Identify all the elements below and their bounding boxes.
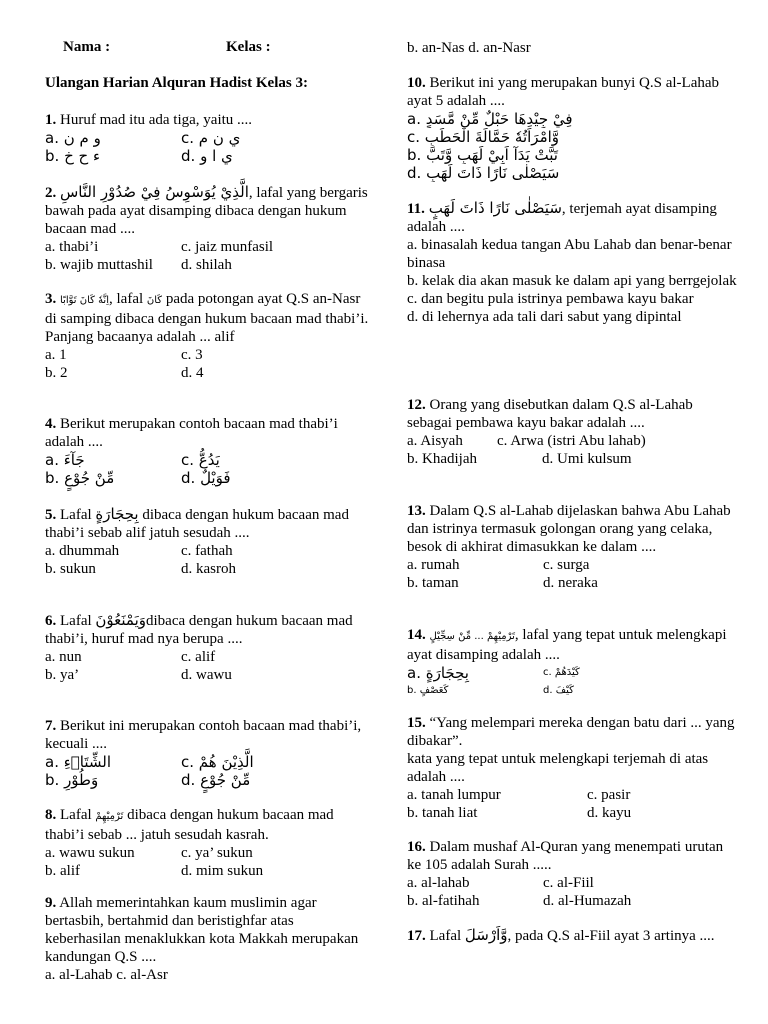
option-d[interactable]: d. shilah [181, 257, 232, 273]
question-13 [407, 502, 737, 592]
option-d[interactable]: d. di lehernya ada tali dari sabut yang dipintal [407, 309, 682, 325]
option-c[interactable]: c. كَيْدَهُمْ [543, 667, 580, 678]
option-b[interactable]: b. تَبَّتْ يَدَآ اَبِيْ لَهَبٍ وَّتَبَّ [407, 146, 558, 164]
nama-label: Nama : [63, 39, 111, 55]
option-a[interactable]: a. binasalah kedua tangan Abu Lahab dan benar-benar binasa [407, 237, 732, 271]
option-a[interactable]: a. بِحِجَارَةٍ [407, 664, 469, 682]
question-options [45, 451, 370, 487]
option-a[interactable]: a. nun [45, 649, 82, 665]
question-17 [407, 926, 737, 945]
option-b[interactable]: b. kelak dia akan masuk ke dalam api yang berrgejolak [407, 273, 737, 289]
option-a[interactable]: a. thabi’i [45, 239, 99, 255]
question-stem: 9. Allah memerintahkan kaum muslimin agar bertasbih, bertahmid dan beristighfar atas keberhasilan menaklukkan kota Makkah merupakan kandungan Q.S .... [45, 895, 359, 965]
question-stem: 3. اِنَّهٗ كَانَ تَوَّابًا, lafal كَانَ pada potongan ayat Q.S an-Nasr di samping dibaca dengan hukum bacaan mad thabi’i. Panjang bacaanya adalah ... alif [45, 291, 369, 345]
question-options [407, 664, 737, 700]
option-c[interactable]: c. 3 [181, 347, 203, 363]
option-b[interactable]: b. wajib muttashil [45, 257, 153, 273]
worksheet-title: Ulangan Harian Alquran Hadist Kelas 3: [45, 75, 308, 91]
kelas-label: Kelas : [226, 39, 271, 55]
arabic-verse: الَّذِيْ يُوَسْوِسُ فِيْ صُدُوْرِ النَّاسِ [60, 183, 249, 201]
option-a[interactable]: a. و م ن [45, 129, 101, 147]
arabic-word: وَيَمْنَعُوْنَ [95, 611, 147, 629]
arabic-word: تَرْمِيْهِمْ [95, 811, 124, 822]
option-a[interactable]: a. فِيْ جِيْدِهَا حَبْلٌ مِّنْ مَّسَدٍ [407, 110, 573, 128]
question-9 [45, 894, 370, 984]
question-options [407, 874, 737, 910]
option-d[interactable]: d. neraka [543, 575, 598, 591]
arabic-word: وَّاَرْسَلَ [464, 926, 508, 944]
question-options [407, 786, 737, 822]
option-c[interactable]: c. الَّذِيْنَ هُمْ [181, 753, 254, 771]
option-c[interactable]: c. ya’ sukun [181, 845, 253, 861]
question-8 [45, 806, 370, 880]
question-6 [45, 611, 370, 684]
option-c[interactable]: c. يَدُعُّ [181, 451, 220, 469]
question-options [45, 648, 370, 684]
option-b[interactable]: b. taman [407, 575, 459, 591]
option-b-d[interactable]: b. an-Nas d. an-Nasr [407, 40, 531, 56]
question-stem: 13. Dalam Q.S al-Lahab dijelaskan bahwa Abu Lahab dan istrinya termasuk golongan orang yang celaka, besok di akhirat dimasukkan ke dalam .... [407, 503, 731, 555]
option-d[interactable]: d. mim sukun [181, 863, 264, 879]
question-11 [407, 199, 737, 326]
option-d[interactable]: d. فَوَيْلٌ [181, 469, 231, 487]
question-16 [407, 838, 737, 910]
option-a[interactable]: a. dhummah [45, 543, 120, 559]
question-stem: 2. الَّذِيْ يُوَسْوِسُ فِيْ صُدُوْرِ النَّاسِ, lafal yang bergaris bawah pada ayat disamping dibaca dengan hukum bacaan mad .... [45, 183, 368, 237]
question-stem: 17. Lafal وَّاَرْسَلَ, pada Q.S al-Fiil ayat 3 artinya .... [407, 926, 715, 944]
question-stem: 16. Dalam mushaf Al-Quran yang menempati urutan ke 105 adalah Surah ..... [407, 839, 724, 873]
option-c[interactable]: c. dan begitu pula istrinya pembawa kayu bakar [407, 291, 694, 307]
question-9-continued [407, 39, 737, 57]
option-a[interactable]: a. جَآءَ [45, 451, 85, 469]
question-options [45, 753, 370, 789]
option-d[interactable]: d. كَيْفَ [543, 685, 574, 696]
option-a[interactable]: a. الشِّتَاۤءِ [45, 753, 112, 771]
option-a[interactable]: a. rumah [407, 557, 460, 573]
option-c[interactable]: c. alif [181, 649, 216, 665]
question-1 [45, 111, 370, 165]
option-d[interactable]: d. kayu [587, 805, 632, 821]
option-b[interactable]: b. كَعَصْفٍ [407, 685, 449, 696]
option-a[interactable]: a. 1 [45, 347, 67, 363]
option-b[interactable]: b. tanah liat [407, 805, 478, 821]
question-stem: 10. Berikut ini yang merupakan bunyi Q.S al-Lahab ayat 5 adalah .... [407, 75, 720, 109]
option-b[interactable]: b. al-fatihah [407, 893, 480, 909]
option-d[interactable]: d. Umi kulsum [542, 451, 632, 467]
question-7 [45, 717, 370, 789]
question-2 [45, 183, 370, 274]
question-stem: 6. Lafal وَيَمْنَعُوْنَdibaca dengan hukum bacaan mad thabi’i, huruf mad nya berupa .... [45, 611, 353, 647]
option-c[interactable]: c. Arwa (istri Abu lahab) [497, 433, 646, 449]
question-15 [407, 714, 737, 822]
question-options [45, 238, 370, 274]
option-d[interactable]: d. مِّنْ جُوْعٍ [181, 771, 251, 789]
option-a-c[interactable]: a. al-Lahab c. al-Asr [45, 967, 168, 983]
option-c[interactable]: c. surga [543, 557, 590, 573]
option-d[interactable]: d. al-Humazah [543, 893, 632, 909]
question-stem: 12. Orang yang disebutkan dalam Q.S al-Lahab sebagai pembawa kayu bakar adalah .... [407, 397, 693, 431]
option-b[interactable]: b. ya’ [45, 667, 80, 683]
question-stem: 7. Berikut ini merupakan contoh bacaan mad thabi’i, kecuali .... [45, 718, 362, 752]
arabic-verse: تَرْمِيْهِمْ ... مِّنْ سِجِّيْلٍ [429, 631, 515, 642]
question-options [407, 556, 737, 592]
option-d[interactable]: d. ي ا و [181, 147, 233, 165]
question-5 [45, 505, 370, 578]
option-b[interactable]: b. 2 [45, 365, 68, 381]
option-c[interactable]: c. jaiz munfasil [181, 239, 274, 255]
question-stem: 5. Lafal بِحِجَارَةٍ dibaca dengan hukum bacaan mad thabi’i sebab alif jatuh sesudah .... [45, 505, 349, 541]
option-c[interactable]: c. al-Fiil [543, 875, 594, 891]
question-stem: 8. Lafal تَرْمِيْهِمْ dibaca dengan hukum bacaan mad thabi’i sebab ... jatuh sesudah kasrah. [45, 807, 334, 843]
option-c[interactable]: c. ي ن م [181, 129, 241, 147]
question-3 [45, 290, 370, 382]
option-b[interactable]: b. ء ح خ [45, 147, 101, 165]
question-options [45, 542, 370, 578]
arabic-verse: سَيَصْلٰى نَارًا ذَاتَ لَهَبٍ [428, 199, 562, 217]
question-4 [45, 415, 370, 487]
option-a[interactable]: a. al-lahab [407, 875, 470, 891]
question-instruction: kata yang tepat untuk melengkapi terjemah di atas adalah .... [407, 751, 709, 785]
option-c[interactable]: c. fathah [181, 543, 233, 559]
option-d[interactable]: d. سَيَصْلٰى نَارًا ذَاتَ لَهَبٍ [407, 164, 560, 182]
question-stem: 15. “Yang melempari mereka dengan batu dari ... yang dibakar”. [407, 715, 735, 749]
option-c[interactable]: c. وَّامْرَاَتُهٗ حَمَّالَةَ الْحَطَبِ [407, 128, 560, 146]
option-d[interactable]: d. kasroh [181, 561, 236, 577]
option-c[interactable]: c. pasir [587, 787, 631, 803]
arabic-word: كَانَ [146, 295, 163, 306]
option-a[interactable]: a. Aisyah [407, 433, 463, 449]
option-a[interactable]: a. tanah lumpur [407, 787, 501, 803]
question-12 [407, 396, 737, 468]
question-options [45, 844, 370, 880]
option-b[interactable]: b. alif [45, 863, 80, 879]
option-b[interactable]: b. sukun [45, 561, 96, 577]
option-a[interactable]: a. wawu sukun [45, 845, 135, 861]
question-stem: 1. Huruf mad itu ada tiga, yaitu .... [45, 112, 253, 128]
arabic-verse: اِنَّهٗ كَانَ تَوَّابًا [60, 295, 109, 306]
option-b[interactable]: b. وَطُوْرِ [45, 771, 99, 789]
option-d[interactable]: d. wawu [181, 667, 232, 683]
question-stem: 11. سَيَصْلٰى نَارًا ذَاتَ لَهَبٍ, terjemah ayat disamping adalah .... [407, 199, 717, 235]
question-14 [407, 626, 737, 700]
option-d[interactable]: d. 4 [181, 365, 204, 381]
arabic-word: بِحِجَارَةٍ [95, 505, 139, 523]
option-b[interactable]: b. مِّنْ جُوْعٍ [45, 469, 115, 487]
question-10 [407, 74, 737, 182]
option-b[interactable]: b. Khadijah [407, 451, 477, 467]
question-options [45, 346, 370, 382]
question-stem: 14. تَرْمِيْهِمْ ... مِّنْ سِجِّيْلٍ, lafal yang tepat untuk melengkapi ayat disamping adalah .... [407, 627, 727, 663]
question-options [407, 432, 737, 468]
question-stem: 4. Berikut merupakan contoh bacaan mad thabi’i adalah .... [45, 416, 338, 450]
question-options [45, 129, 370, 165]
